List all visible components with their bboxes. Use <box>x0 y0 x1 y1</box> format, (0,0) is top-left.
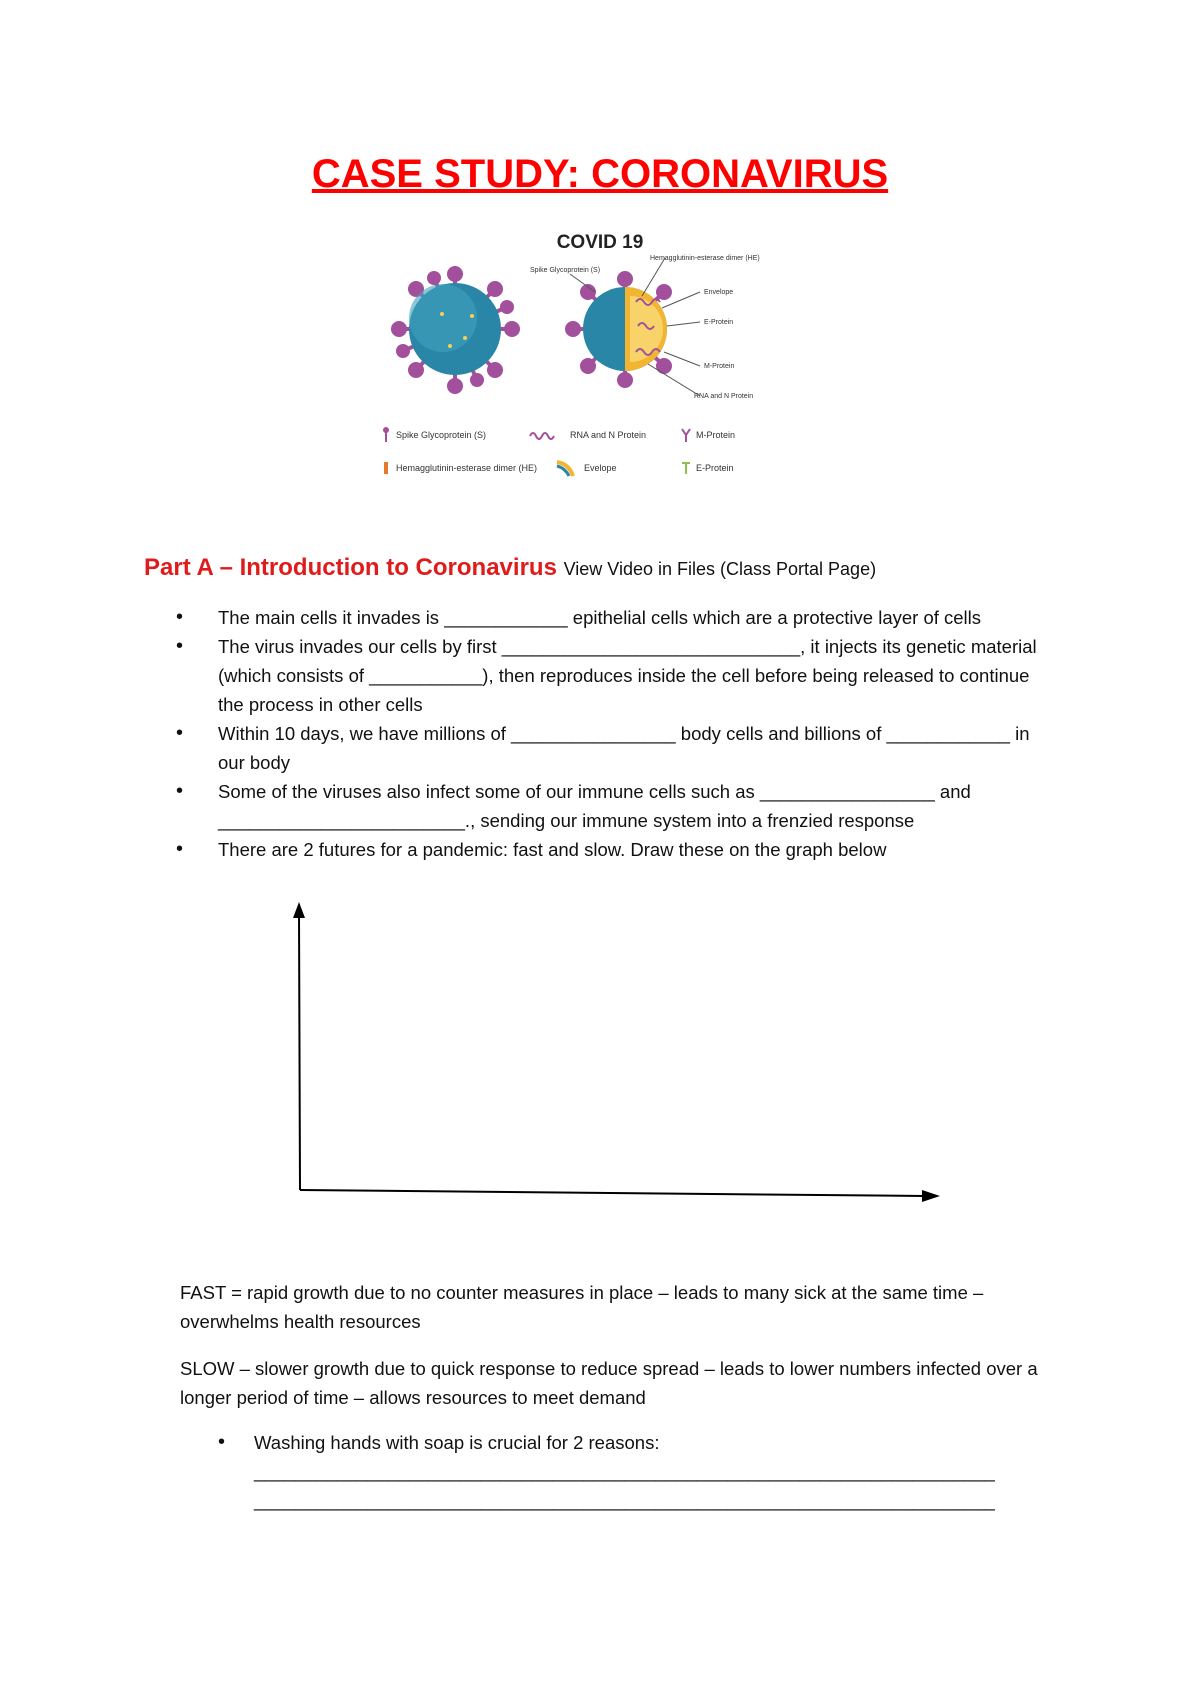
slow-description: SLOW – slower growth due to quick response to reduce spread – leads to lower numbers infected over a longer period of time – allows resources to meet demand <box>180 1358 1038 1408</box>
bullet-item: • The main cells it invades is ____________ epithelial cells which are a protective layer of cells <box>176 603 1056 632</box>
legend-envelope: Evelope <box>584 463 617 473</box>
legend-m-protein-icon <box>682 429 690 442</box>
label-e-protein: E-Protein <box>704 319 734 326</box>
answer-line: ________________________________________________________________________ <box>254 1461 995 1482</box>
bullet-item: • The virus invades our cells by first _____________________________, it injects its genetic material (which consists of ___________), then reproduces inside the cell before being released to continue the process in other cells <box>176 632 1056 719</box>
label-he: Hemagglutinin-esterase dimer (HE) <box>650 255 760 262</box>
answer-line: ________________________________________________________________________ <box>254 1490 995 1511</box>
page-title: CASE STUDY: CORONAVIRUS <box>311 152 889 196</box>
washing-text: Washing hands with soap is crucial for 2 reasons: <box>254 1432 660 1453</box>
label-spike: Spike Glycoprotein (S) <box>530 267 601 274</box>
part-a-title: Part A – Introduction to Coronavirus <box>144 554 557 581</box>
part-a-bullet-list <box>176 603 1056 864</box>
legend-rna-icon <box>530 433 554 439</box>
legend-he-icon <box>384 462 388 474</box>
bullet-dot-icon: • <box>218 1431 226 1453</box>
legend-spike-icon <box>383 427 389 442</box>
y-axis <box>299 914 300 1190</box>
legend-e-protein-icon <box>682 463 690 474</box>
label-envelope: Envelope <box>704 289 734 296</box>
legend-spike: Spike Glycoprotein (S) <box>396 430 487 440</box>
x-axis <box>300 1190 924 1196</box>
label-rna: RNA and N Protein <box>694 393 754 400</box>
bullet-item: • There are 2 futures for a pandemic: fast and slow. Draw these on the graph below <box>176 835 1056 864</box>
legend-rna: RNA and N Protein <box>570 430 647 440</box>
label-m-protein: M-Protein <box>704 363 735 370</box>
figure-heading: COVID 19 <box>556 232 644 253</box>
bullet-item: • Within 10 days, we have millions of ________________ body cells and billions of ____________ in our body <box>176 719 1056 777</box>
part-a-note: View Video in Files (Class Portal Page) <box>563 559 877 579</box>
covid-diagram <box>380 226 820 526</box>
virus-cutaway-icon <box>567 273 670 386</box>
legend-m-protein: M-Protein <box>696 430 736 440</box>
part-a-heading <box>144 554 876 582</box>
legend-e-protein: E-Protein <box>696 463 734 473</box>
virus-exterior-icon <box>393 268 518 392</box>
bullet-item: • Some of the viruses also infect some of our immune cells such as _________________ and ________________________., sending our immune system into a frenzied response <box>176 777 1056 835</box>
legend-he: Hemagglutinin-esterase dimer (HE) <box>396 463 538 473</box>
washing-bullet <box>218 1428 1058 1515</box>
blank-pandemic-graph <box>288 898 948 1208</box>
fast-description: FAST = rapid growth due to no counter measures in place – leads to many sick at the same time – overwhelms health resources <box>180 1282 984 1332</box>
x-axis-arrow-icon <box>922 1190 940 1202</box>
y-axis-arrow-icon <box>293 902 305 918</box>
